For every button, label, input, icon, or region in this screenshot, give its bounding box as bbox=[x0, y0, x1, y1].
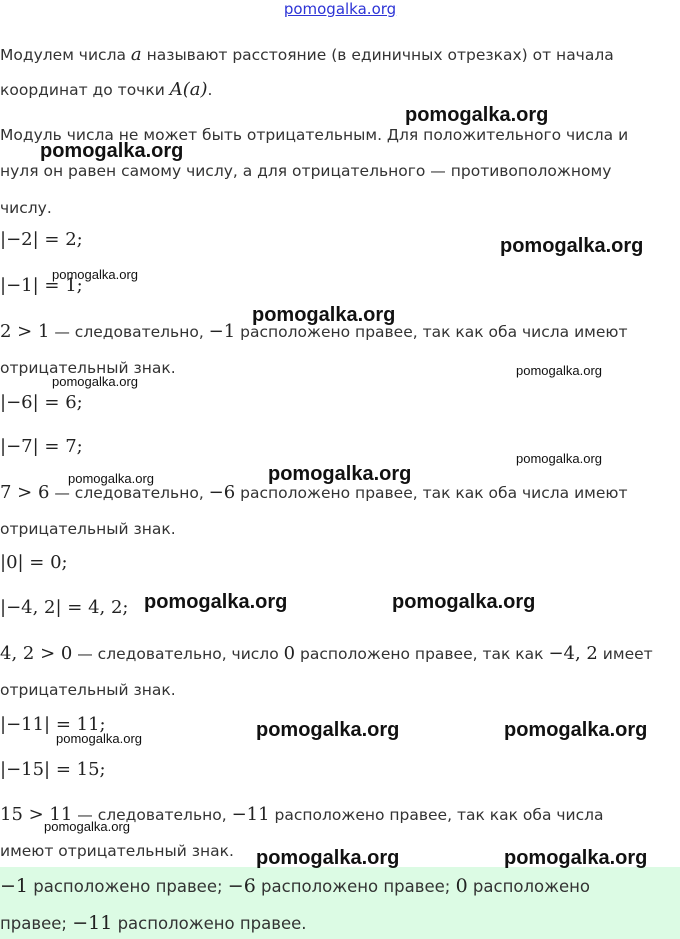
step-compare-7-6: 7 > 6 — следовательно, −6 расположено правее, так как оба числа имеют bbox=[0, 482, 628, 503]
step-compare-2-1: 2 > 1 — следовательно, −1 расположено правее, так как оба числа имеют bbox=[0, 321, 628, 342]
answer-line-1: −1 расположено правее; −6 расположено правее; 0 расположено bbox=[0, 875, 591, 897]
step-abs-minus-1: |−1| = 1; bbox=[0, 275, 83, 296]
watermark: pomogalka.org bbox=[504, 719, 648, 741]
step-compare-4-2-0-cont: отрицательный знак. bbox=[0, 681, 176, 699]
watermark: pomogalka.org bbox=[504, 847, 648, 869]
watermark: pomogalka.org bbox=[268, 463, 412, 485]
step-abs-minus-15: |−15| = 15; bbox=[0, 759, 106, 780]
watermark: pomogalka.org bbox=[52, 374, 138, 389]
step-abs-minus-6: |−6| = 6; bbox=[0, 392, 83, 413]
watermark: pomogalka.org bbox=[56, 731, 142, 746]
intro-line-2: координат до точки A(a). bbox=[0, 79, 213, 100]
rule-line-2: нуля он равен самому числу, а для отрицательного — противоположному bbox=[0, 162, 612, 180]
watermark: pomogalka.org bbox=[256, 847, 400, 869]
site-link[interactable]: pomogalka.org bbox=[283, 0, 397, 18]
step-abs-minus-4-2: |−4, 2| = 4, 2; bbox=[0, 597, 129, 618]
step-abs-minus-11: |−11| = 11; bbox=[0, 714, 106, 735]
step-compare-15-11: 15 > 11 — следовательно, −11 расположено правее, так как оба числа bbox=[0, 804, 604, 825]
step-compare-2-1-cont: отрицательный знак. bbox=[0, 359, 176, 377]
rule-line-3: числу. bbox=[0, 199, 52, 217]
step-compare-7-6-cont: отрицательный знак. bbox=[0, 520, 176, 538]
watermark: pomogalka.org bbox=[500, 235, 644, 257]
step-compare-15-11-cont: имеют отрицательный знак. bbox=[0, 842, 234, 860]
watermark: pomogalka.org bbox=[144, 591, 288, 613]
watermark: pomogalka.org bbox=[252, 304, 396, 326]
watermark: pomogalka.org bbox=[52, 267, 138, 282]
watermark: pomogalka.org bbox=[256, 719, 400, 741]
answer-line-2: правее; −11 расположено правее. bbox=[0, 912, 307, 934]
rule-line-1: Модуль числа не может быть отрицательным. Для положительного числа и bbox=[0, 126, 629, 144]
watermark: pomogalka.org bbox=[392, 591, 536, 613]
answer-box bbox=[0, 867, 680, 939]
watermark: pomogalka.org bbox=[40, 140, 184, 162]
step-abs-minus-7: |−7| = 7; bbox=[0, 436, 83, 457]
watermark: pomogalka.org bbox=[44, 819, 130, 834]
intro-line-1: Модулем числа a называют расстояние (в единичных отрезках) от начала bbox=[0, 44, 614, 65]
watermark: pomogalka.org bbox=[516, 363, 602, 378]
watermark: pomogalka.org bbox=[68, 471, 154, 486]
watermark: pomogalka.org bbox=[405, 104, 549, 126]
watermark: pomogalka.org bbox=[516, 451, 602, 466]
step-abs-minus-2: |−2| = 2; bbox=[0, 229, 83, 250]
step-abs-0: |0| = 0; bbox=[0, 552, 68, 573]
step-compare-4-2-0: 4, 2 > 0 — следовательно, число 0 расположено правее, так как −4, 2 имеет bbox=[0, 643, 653, 664]
